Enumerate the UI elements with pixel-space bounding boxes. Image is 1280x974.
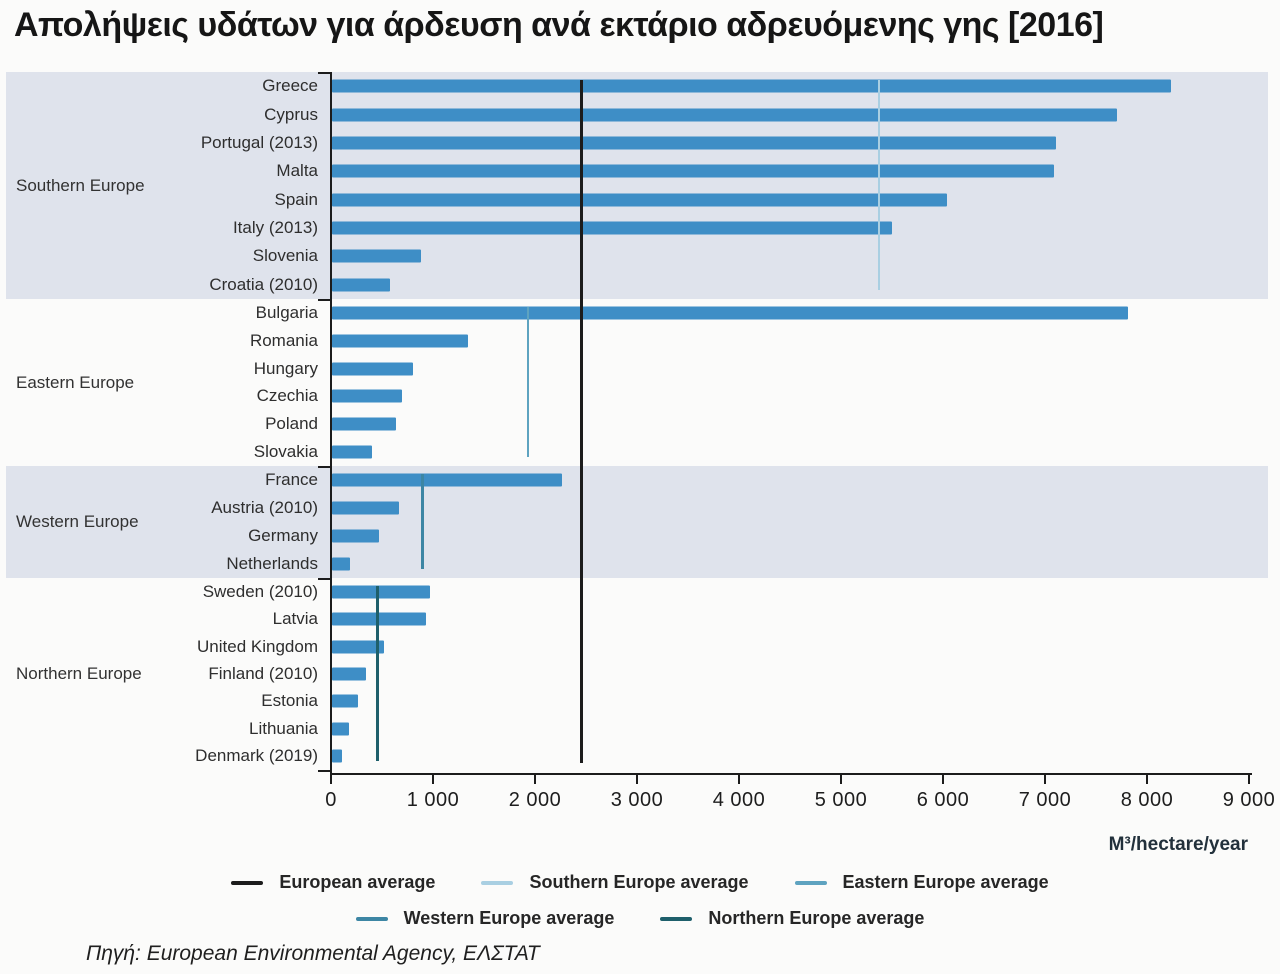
x-axis-tick-label: 7 000 [1018, 789, 1072, 811]
x-axis-tick-label: 3 000 [610, 789, 664, 811]
country-label-denmark-2019: Denmark (2019) [195, 746, 318, 766]
country-label-latvia: Latvia [272, 609, 318, 629]
country-label-portugal-2013: Portugal (2013) [200, 132, 318, 152]
x-axis-tick [738, 775, 740, 784]
x-axis-tick [636, 775, 638, 784]
legend-row-1 [0, 872, 1280, 893]
country-label-croatia-2010: Croatia (2010) [209, 274, 318, 294]
group-rows-western-europe [6, 466, 1268, 578]
legend-dash-icon [231, 881, 263, 885]
x-axis-tick [330, 775, 332, 784]
group-rows-eastern-europe [6, 299, 1268, 466]
group-rows-southern-europe [6, 72, 1268, 299]
bar-row-slovenia [6, 242, 1268, 270]
x-axis-tick [534, 775, 536, 784]
bar-row-hungary [6, 355, 1268, 383]
bar-finland-2010 [332, 667, 366, 680]
bar-latvia [332, 613, 426, 626]
group-boundary-mark [318, 72, 330, 74]
group-boundary-mark [318, 299, 330, 301]
country-label-netherlands: Netherlands [226, 554, 318, 573]
country-label-finland-2010: Finland (2010) [208, 663, 318, 683]
bar-row-lithuania [6, 715, 1268, 742]
x-axis-tick-label: 4 000 [712, 789, 766, 811]
group-band-western-europe [6, 466, 1268, 578]
x-axis-tick [1146, 775, 1148, 784]
bar-row-italy-2013 [6, 214, 1268, 242]
bar-row-united-kingdom [6, 633, 1268, 660]
bar-row-malta [6, 157, 1268, 185]
legend-item-eastern-europe-average [795, 872, 1049, 893]
group-label-southern-europe: Southern Europe [16, 175, 145, 195]
group-rows-northern-europe [6, 578, 1268, 770]
country-label-france: France [265, 470, 318, 489]
northern-europe-average-line [376, 586, 379, 761]
country-label-bulgaria: Bulgaria [255, 302, 318, 322]
bar-poland [332, 418, 396, 431]
country-label-austria-2010: Austria (2010) [211, 498, 318, 517]
bar-estonia [332, 695, 358, 708]
bar-denmark-2019 [332, 750, 342, 763]
group-label-western-europe: Western Europe [16, 512, 139, 531]
bar-row-poland [6, 410, 1268, 438]
x-axis-tick-label: 2 000 [508, 789, 562, 811]
legend-item-western-europe-average [356, 908, 615, 929]
bar-row-bulgaria [6, 299, 1268, 327]
legend-item-northern-europe-average [660, 908, 924, 929]
country-label-germany: Germany [248, 526, 318, 545]
group-boundary-mark [318, 578, 330, 580]
bar-row-germany [6, 522, 1268, 550]
bar-slovakia [332, 446, 372, 459]
group-band-eastern-europe [6, 299, 1268, 466]
x-axis-tick-label: 0 [325, 789, 337, 811]
group-label-northern-europe: Northern Europe [16, 664, 142, 683]
bar-row-greece [6, 72, 1268, 100]
legend-item-european-average [231, 872, 435, 893]
legend-dash-icon [795, 881, 827, 885]
bar-hungary [332, 362, 413, 375]
x-axis-tick-label: 6 000 [916, 789, 970, 811]
bar-row-cyprus [6, 100, 1268, 128]
bar-bulgaria [332, 306, 1128, 319]
group-boundary-mark [318, 770, 330, 772]
bar-row-france [6, 466, 1268, 494]
country-label-czechia: Czechia [256, 386, 318, 406]
bar-row-spain [6, 186, 1268, 214]
european-average-line [580, 80, 583, 763]
source-note: Πηγή: European Environmental Agency, ΕΛΣΤΑΤ [86, 942, 540, 965]
x-axis-tick-label: 5 000 [814, 789, 868, 811]
legend-row-2 [0, 908, 1280, 929]
x-axis-line [330, 773, 1252, 775]
country-label-estonia: Estonia [261, 691, 318, 711]
bar-france [332, 474, 562, 487]
x-axis-tick [840, 775, 842, 784]
bar-greece [332, 80, 1171, 93]
legend-item-southern-europe-average [481, 872, 748, 893]
legend-label: Southern Europe average [529, 872, 749, 892]
legend-dash-icon [356, 917, 388, 921]
x-axis-tick-label: 8 000 [1120, 789, 1174, 811]
group-boundary-mark [318, 466, 330, 468]
western-europe-average-line [421, 474, 424, 569]
bar-row-slovakia [6, 438, 1268, 466]
bar-lithuania [332, 722, 349, 735]
country-label-cyprus: Cyprus [264, 104, 318, 124]
chart-title: Απολήψεις υδάτων για άρδευση ανά εκτάριο αδρευόμενης γης [2016] [14, 6, 1104, 44]
x-axis-tick-label: 9 000 [1222, 789, 1276, 811]
legend-label: Eastern Europe average [842, 872, 1049, 892]
country-label-greece: Greece [262, 76, 318, 96]
bar-row-estonia [6, 688, 1268, 715]
bar-sweden-2010 [332, 585, 430, 598]
bar-italy-2013 [332, 222, 892, 235]
x-axis-unit-label: M³/hectare/year [1108, 834, 1248, 855]
group-band-northern-europe [6, 578, 1268, 770]
eastern-europe-average-line [527, 307, 529, 457]
legend-label: Western Europe average [403, 908, 615, 928]
y-axis-spine [330, 72, 332, 775]
bar-malta [332, 165, 1054, 178]
legend-label: Northern Europe average [708, 908, 925, 928]
bar-row-sweden-2010 [6, 578, 1268, 605]
country-label-slovakia: Slovakia [253, 442, 318, 462]
bar-row-finland-2010 [6, 660, 1268, 687]
legend-dash-icon [660, 917, 692, 921]
legend-dash-icon [481, 881, 513, 885]
x-axis-tick-label: 1 000 [406, 789, 460, 811]
country-label-italy-2013: Italy (2013) [232, 218, 318, 238]
bar-netherlands [332, 558, 350, 571]
bar-romania [332, 334, 468, 347]
x-axis-tick [942, 775, 944, 784]
country-label-hungary: Hungary [253, 358, 318, 378]
bar-austria-2010 [332, 502, 399, 515]
bar-row-czechia [6, 382, 1268, 410]
x-axis-tick [1248, 775, 1250, 784]
bar-germany [332, 530, 379, 543]
bar-cyprus [332, 108, 1117, 121]
bar-row-denmark-2019 [6, 743, 1268, 770]
country-label-lithuania: Lithuania [248, 718, 318, 738]
bar-row-croatia-2010 [6, 271, 1268, 299]
bar-croatia-2010 [332, 278, 390, 291]
bar-row-latvia [6, 605, 1268, 632]
bar-row-austria-2010 [6, 494, 1268, 522]
country-label-sweden-2010: Sweden (2010) [202, 581, 318, 601]
country-label-malta: Malta [276, 161, 318, 181]
bar-portugal-2013 [332, 136, 1056, 149]
country-label-romania: Romania [249, 330, 318, 350]
bar-spain [332, 193, 947, 206]
country-label-spain: Spain [274, 189, 318, 209]
group-label-eastern-europe: Eastern Europe [16, 372, 135, 392]
country-label-poland: Poland [265, 414, 318, 434]
x-axis-tick [1044, 775, 1046, 784]
x-axis-tick [432, 775, 434, 784]
bar-slovenia [332, 250, 421, 263]
country-label-united-kingdom: United Kingdom [197, 636, 318, 656]
bar-czechia [332, 390, 402, 403]
bar-row-romania [6, 327, 1268, 355]
country-label-slovenia: Slovenia [252, 246, 318, 266]
bar-row-netherlands [6, 550, 1268, 578]
group-band-southern-europe [6, 72, 1268, 299]
legend-label: European average [279, 872, 436, 892]
bar-row-portugal-2013 [6, 129, 1268, 157]
southern-europe-average-line [878, 80, 880, 290]
